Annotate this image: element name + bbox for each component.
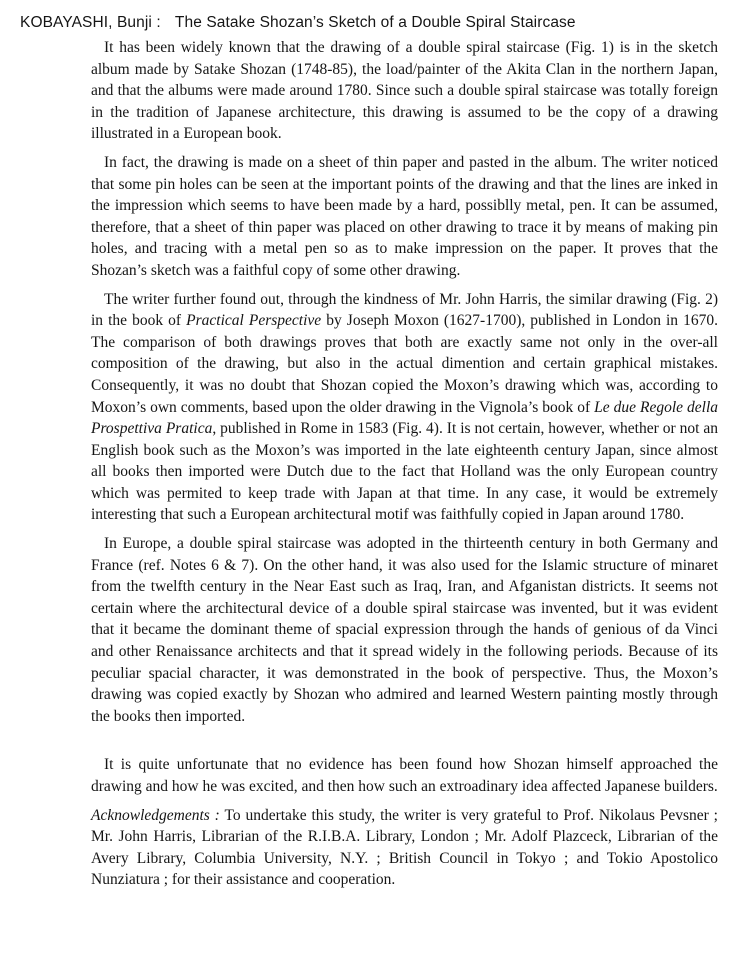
book-title-practical-perspective: Practical Perspective bbox=[186, 312, 322, 330]
acknowledgements bbox=[91, 805, 718, 891]
paragraph-3-text-a: The writer further found out, through the kindness of Mr. John Harris, the similar drawing (Fig. 2) in the book of bbox=[91, 290, 718, 330]
paragraph-1: It has been widely known that the drawing of a double spiral staircase (Fig. 1) is in the sketch album made by Satake Shozan (1748-85), the load/painter of the Akita Clan in the northern Japan, and that the albums were made around 1780. Since such a double spiral staircase was totally foreign in the tradition of Japanese architecture, this drawing is assumed to be the copy of a drawing illustrated in a European book. bbox=[91, 39, 718, 143]
paragraph-3-text-b: by Joseph Moxon (1627-1700), published in London in 1670. The comparison of both drawings proves that both are exactly same not only in the over-all composition of the drawing, but also in the actual dimention and certain graphical mistakes. Consequently, it was no doubt that Shozan copied the Moxon’s drawing which was, according to Moxon’s own comments, based upon the older drawing in the Vignola’s book of bbox=[91, 312, 718, 416]
acknowledgements-label: Acknowledgements : bbox=[91, 806, 220, 824]
author-name: KOBAYASHI, Bunji : bbox=[20, 14, 161, 31]
article-body bbox=[91, 37, 718, 898]
paragraph-3-text-c: , published in Rome in 1583 (Fig. 4). It is not certain, however, whether or not an English book such as the Moxon’s was imported in the late eighteenth century Japan, since almost all books then imported were Dutch due to the fact that Holland was the only European country which was permited to keep trade with Japan at that time. In any case, it would be extremely interesting that such a European architectural motif was faithfully copied in Japan around 1780. bbox=[91, 420, 718, 524]
acknowledgements-text: To undertake this study, the writer is very grateful to Prof. Nikolaus Pevsner ; Mr. John Harris, Librarian of the R.I.B.A. Library, London ; Mr. Adolf Plazceck, Librarian of the Avery Library, Columbia University, N.Y. ; British Council in Tokyo ; and Tokio Apostolico Nunziatura ; for their assistance and cooperation. bbox=[91, 806, 718, 889]
paragraph-4: In Europe, a double spiral staircase was adopted in the thirteenth century in both Germany and France (ref. Notes 6 & 7). On the other hand, it was also used for the Islamic structure of minaret from the twelfth century in the Near East such as Iraq, Iran, and Afganistan districts. It seems not certain where the architectural device of a double spiral staircase was invented, but it was evident that it became the dominant theme of spacial expression through the hands of genious of da Vinci and other Renaissance architects and that it spread widely in the following periods. Because of its peculiar spacial character, it was demonstrated in the book of perspective. Thus, the Moxon’s drawing was copied exactly by Shozan who admired and learned Western painting mostly through the books then imported. bbox=[91, 535, 718, 725]
article-title: The Satake Shozan’s Sketch of a Double Spiral Staircase bbox=[174, 14, 576, 31]
book-title-le-due-regole: Le due Regole della Prospettiva Pratica bbox=[91, 398, 719, 438]
paragraph-3 bbox=[91, 289, 718, 527]
paragraph-2: In fact, the drawing is made on a sheet of thin paper and pasted in the album. The writer noticed that some pin holes can be seen at the important points of the drawing and that the lines are inked in the impression which seems to have been made by a hard, possiblly metal, pen. It can be assumed, therefore, that a sheet of thin paper was placed on other drawing to trace it by means of making pin holes, and tracing with a metal pen so as to make impression on the paper. It proves that the Shozan’s sketch was a faithful copy of some other drawing. bbox=[91, 153, 718, 279]
running-header bbox=[20, 14, 735, 32]
paragraph-5: It is quite unfortunate that no evidence has been found how Shozan himself approached the drawing and how he was excited, and then how such an extroadinary idea affected Japanese builders. bbox=[91, 756, 718, 795]
